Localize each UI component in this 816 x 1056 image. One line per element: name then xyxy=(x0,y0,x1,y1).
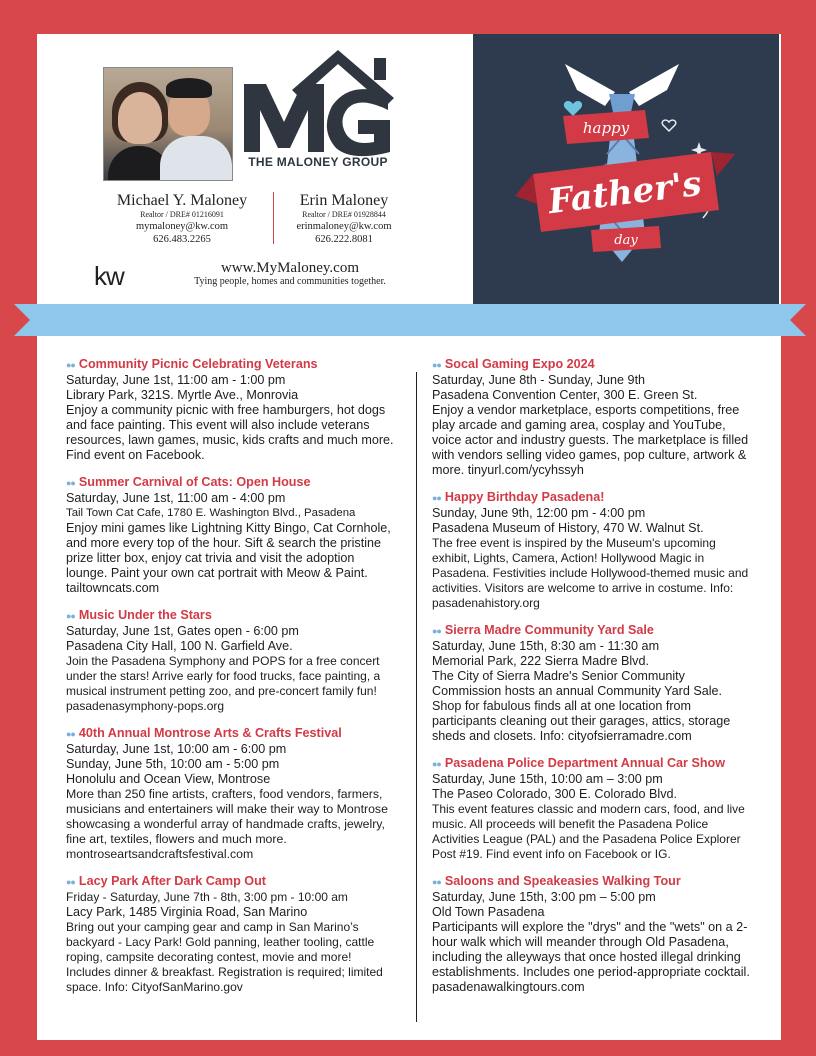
event-date: Sunday, June 9th, 12:00 pm - 4:00 pm xyxy=(432,506,646,520)
event-description: Join the Pasadena Symphony and POPS for a free concert under the stars! Arrive early for food trucks, face painting, a musical instrument petting zoo, and pre-concert family fun! pasadenasymphony-pops.org xyxy=(66,654,381,713)
event-description: The free event is inspired by the Museum's upcoming exhibit, Lights, Camera, Action! Hollywood Magic in Pasadena. Festivities include Hollywood-themed music and activities. Visitors are welcome to arrive in costume. Info: pasadenahistory.org xyxy=(432,536,749,610)
event-title: ●● Happy Birthday Pasadena! xyxy=(432,490,605,504)
event-title: ●● Pasadena Police Department Annual Car Show xyxy=(432,756,726,770)
event-date: Saturday, June 1st, 11:00 am - 1:00 pm xyxy=(66,373,286,387)
column-divider xyxy=(416,372,417,1022)
event-title: ●● Socal Gaming Expo 2024 xyxy=(432,357,595,371)
event-date: Saturday, June 15th, 10:00 am – 3:00 pm xyxy=(432,772,663,786)
event-date-2: Sunday, June 5th, 10:00 am - 5:00 pm xyxy=(66,757,280,771)
event-item xyxy=(66,357,396,463)
agent-phone[interactable]: 626.222.8081 xyxy=(315,234,373,245)
event-location: Tail Town Cat Cafe, 1780 E. Washington Blvd., Pasadena xyxy=(66,507,356,519)
agent-email[interactable]: erinmaloney@kw.com xyxy=(296,221,392,232)
events-column-right xyxy=(432,357,750,1007)
event-description: Enjoy a community picnic with free hamburgers, hot dogs and face painting. This event will also include veterans resources, lawn games, music, kids crafts and much more. Find event on Facebook. xyxy=(66,403,394,462)
agent-card-michael xyxy=(96,191,268,246)
brand-name: THE MALONEY GROUP xyxy=(248,155,388,169)
event-location: Library Park, 321S. Myrtle Ave., Monrovia xyxy=(66,388,299,402)
event-date: Saturday, June 15th, 8:30 am - 11:30 am xyxy=(432,639,660,653)
collar-left xyxy=(565,64,615,106)
event-title: ●● Music Under the Stars xyxy=(66,608,212,622)
event-title: ●● Sierra Madre Community Yard Sale xyxy=(432,623,654,637)
fathers-day-illustration xyxy=(473,34,779,304)
event-description: Bring out your camping gear and camp in San Marino’s backyard - Lacy Park! Gold panning, leather tooling, cattle roping, campsite decorating contest, movie and more! Includes dinner & breakfast. Registration is required; limited space. Info: CityofSanMarino.gov xyxy=(66,920,383,994)
fathers-text: Father's xyxy=(546,163,704,223)
event-description: This event features classic and modern cars, food, and live music. All proceeds will benefit the Pasadena Police Activities League (PAL) and the Pasadena Police Explorer Post #19. Find event info on Facebook or IG. xyxy=(432,802,745,861)
agent-name: Erin Maloney xyxy=(299,192,389,209)
event-title: ●● Summer Carnival of Cats: Open House xyxy=(66,475,311,489)
event-description: The City of Sierra Madre's Senior Community Commission hosts an annual Community Yard Sale. Shop for fabulous finds all at one location from participants cleaning out their garages, attics, storage sheds and closets. Info: cityofsierramadre.com xyxy=(432,669,731,743)
event-date: Saturday, June 1st, Gates open - 6:00 pm xyxy=(66,624,299,638)
event-location: Memorial Park, 222 Sierra Madre Blvd. xyxy=(432,654,649,668)
event-location: Honolulu and Ocean View, Montrose xyxy=(66,772,271,786)
event-location: Pasadena City Hall, 100 N. Garfield Ave. xyxy=(66,639,293,653)
website-link[interactable]: www.MyMaloney.com xyxy=(220,260,360,276)
event-date: Saturday, June 1st, 10:00 am - 6:00 pm xyxy=(66,742,287,756)
event-location: Old Town Pasadena xyxy=(432,905,545,919)
maloney-group-logo xyxy=(240,44,396,172)
banner-tail-right xyxy=(711,152,735,176)
event-item xyxy=(432,756,750,862)
agent-email[interactable]: mymaloney@kw.com xyxy=(135,221,229,232)
event-item xyxy=(432,874,750,995)
kw-logo: kw xyxy=(94,261,124,291)
agent-name: Michael Y. Maloney xyxy=(116,192,248,209)
tagline: Tying people, homes and communities together. xyxy=(194,276,386,287)
event-date: Saturday, June 15th, 3:00 pm – 5:00 pm xyxy=(432,890,656,904)
agent-divider xyxy=(273,192,274,244)
event-item xyxy=(432,623,750,744)
ribbon-banner xyxy=(0,300,816,340)
event-item xyxy=(66,874,396,995)
event-description: Participants will explore the "drys" and the "wets" on a 2-hour walk which will meander through Old Pasadena, including the alleyways that once hosted illegal drinking establishments. Includes one period-appropriate cocktail. pasadenawalkingtours.com xyxy=(432,920,750,994)
event-item xyxy=(66,726,396,862)
event-location: Lacy Park, 1485 Virginia Road, San Marino xyxy=(66,905,308,919)
website-block xyxy=(160,260,420,288)
event-item xyxy=(66,608,396,714)
day-text: day xyxy=(614,233,638,248)
event-date: Friday - Saturday, June 7th - 8th, 3:00 pm - 10:00 am xyxy=(66,890,348,904)
happy-text: happy xyxy=(582,119,630,137)
event-title: ●● Lacy Park After Dark Camp Out xyxy=(66,874,266,888)
event-description: Enjoy a vendor marketplace, esports competitions, free play arcade and gaming area, cosplay and YouTube, voice actor and industry guests. The marketplace is filled with vendors selling video games, pop culture, artwork & more. tinyurl.com/ycyhssyh xyxy=(432,403,749,477)
agent-role: Realtor / DRE# 01216091 xyxy=(140,210,224,219)
event-date: Saturday, June 8th - Sunday, June 9th xyxy=(432,373,646,387)
event-date: Saturday, June 1st, 11:00 am - 4:00 pm xyxy=(66,491,286,505)
event-description: More than 250 fine artists, crafters, food vendors, farmers, musicians and entertainers will make their way to Montrose showcasing a wonderful array of handmade crafts, jewelry, fine art, textiles, flowers and much more. montroseartsandcraftsfestival.com xyxy=(66,787,388,861)
event-title: ●● Community Picnic Celebrating Veterans xyxy=(66,357,318,371)
agent-role: Realtor / DRE# 01928844 xyxy=(302,210,386,219)
agent-phone[interactable]: 626.483.2265 xyxy=(153,234,211,245)
heart-icon xyxy=(564,101,582,116)
event-item xyxy=(432,357,750,478)
event-location: Pasadena Convention Center, 300 E. Green St. xyxy=(432,388,698,402)
events-column-left xyxy=(66,357,396,1007)
event-item xyxy=(432,490,750,611)
event-location: The Paseo Colorado, 300 E. Colorado Blvd. xyxy=(432,787,678,801)
collar-right xyxy=(629,64,679,106)
agent-card-erin xyxy=(280,191,408,246)
tie-knot xyxy=(609,94,635,112)
event-item xyxy=(66,475,396,596)
fathers-day-panel xyxy=(473,34,779,304)
event-location: Pasadena Museum of History, 470 W. Walnut St. xyxy=(432,521,704,535)
event-description: Enjoy mini games like Lightning Kitty Bingo, Cat Cornhole, and more every top of the hour. Sift & search the pristine prize litter box, enjoy cat trivia and visit the adoption lounge. Paint your own cat portrait with Meow & Paint. tailtowncats.com xyxy=(66,521,391,595)
event-title: ●● Saloons and Speakeasies Walking Tour xyxy=(432,874,681,888)
agents-photo xyxy=(103,67,233,181)
heart-outline-icon xyxy=(662,120,676,131)
event-title: ●● 40th Annual Montrose Arts & Crafts Festival xyxy=(66,726,342,740)
